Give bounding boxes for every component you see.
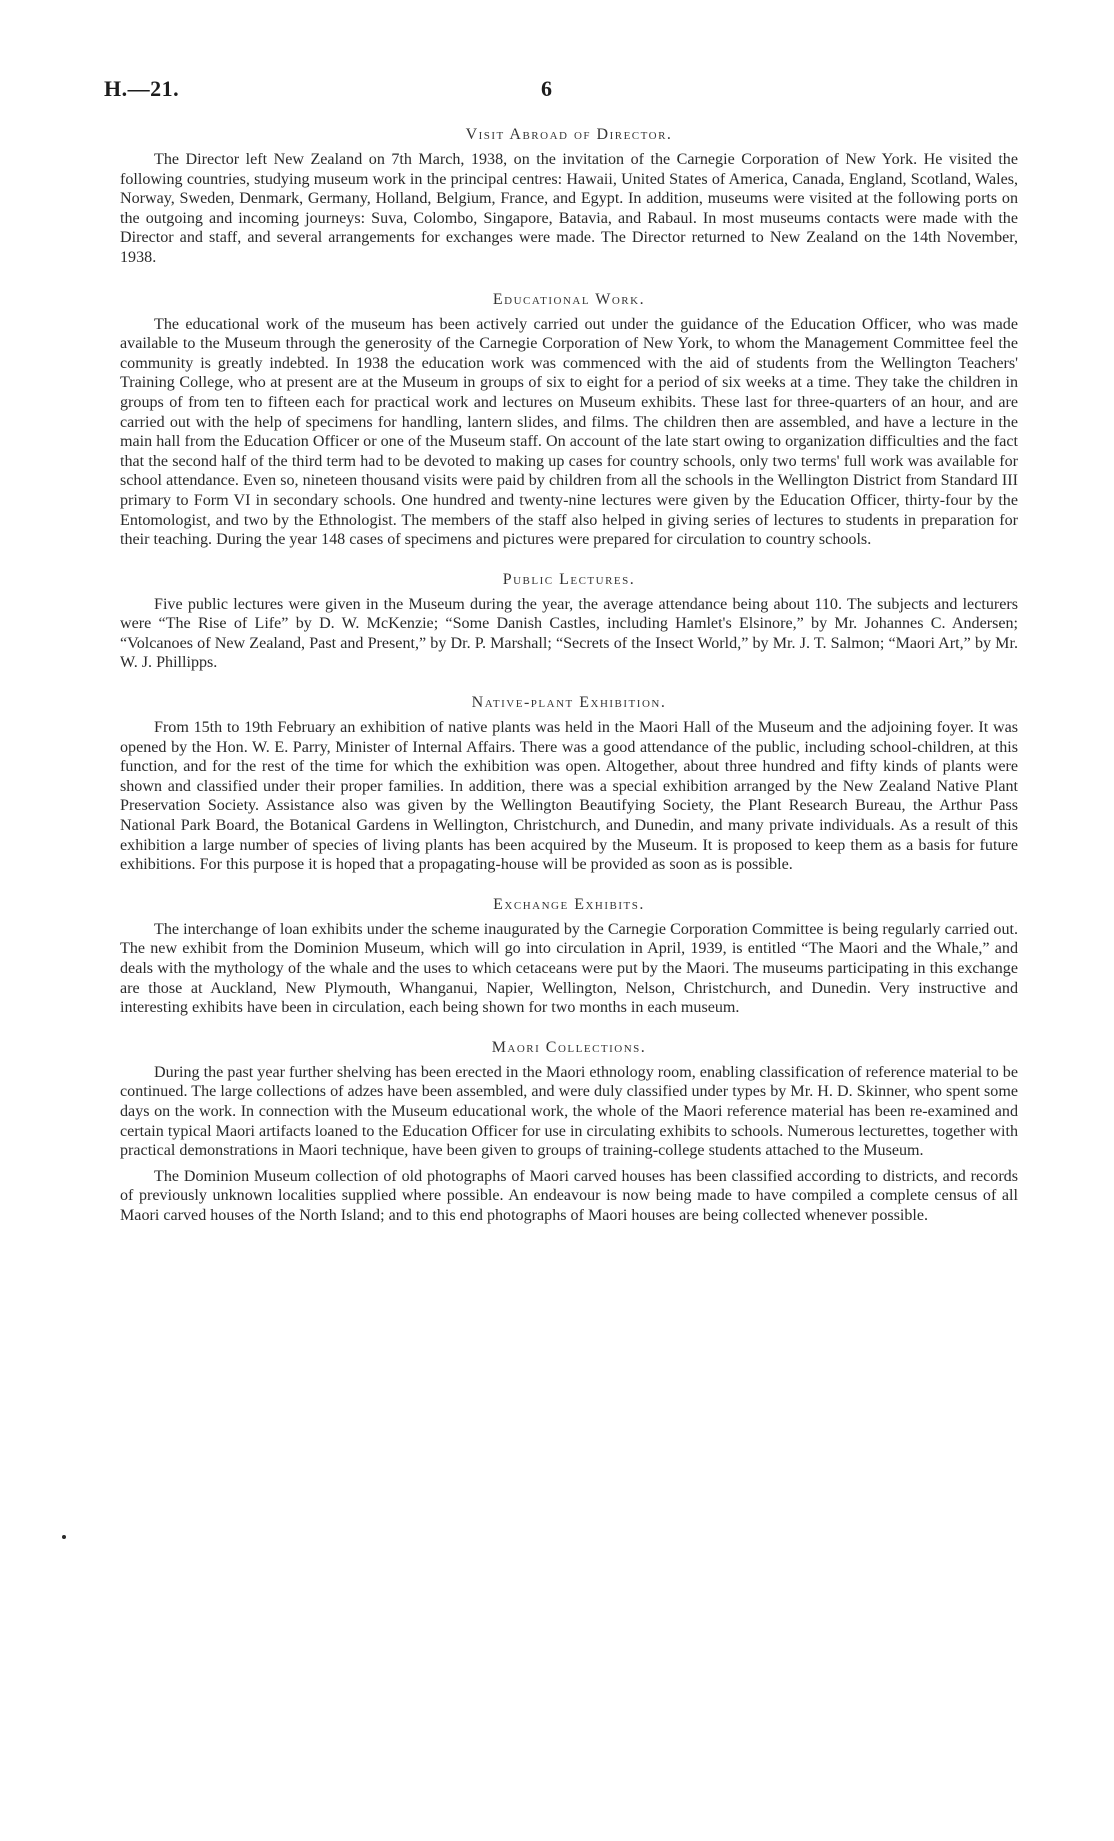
paragraph: The Director left New Zealand on 7th March, 1938, on the invitation of the Carnegie Corporation of New York. He visited the following countries, studying museum work in the principal centres: Hawaii, United States of America, Canada, England, Scotland, Wales, Norway, Sweden, Denmark, Germany, Holland, Belgium, France, and Egypt. In addition, museums were visited at the following ports on the outgoing and incoming journeys: Suva, Colombo, Singapore, Batavia, and Rabaul. In most museums contacts were made with the Director and staff, and several arrangements for exchanges were made. The Director returned to New Zealand on the 14th November, 1938. xyxy=(120,151,1018,266)
section-heading: Exchange Exhibits. xyxy=(493,895,645,913)
section-heading: Public Lectures. xyxy=(502,570,636,588)
section-native-plant-exhibition xyxy=(120,694,1018,875)
section-visit-abroad xyxy=(120,126,1018,268)
page-number: 6 xyxy=(541,76,552,101)
section-heading: Maori Collections. xyxy=(491,1038,647,1056)
paragraph: The educational work of the museum has been actively carried out under the guidance of the Education Officer, who was made available to the Museum through the generosity of the Carnegie Corporation of New York, to whom the Management Committee feel the community is greatly indebted. In 1938 the education work was commenced with the aid of students from the Wellington Teachers' Training College, who at present are at the Museum in groups of six to eight for a period of six weeks at a time. They take the children in groups of from ten to fifteen each for practical work and lectures on Museum exhibits. These last for three-quarters of an hour, and are carried out with the help of specimens for handling, lantern slides, and films. The children then are assembled, and have a lecture in the main hall from the Education Officer or one of the Museum staff. On account of the late start owing to organization difficulties and the fact that the second half of the third term had to be devoted to making up cases for country schools, only two terms' full work was available for school attendance. Even so, nineteen thousand visits were paid by children from all the schools in the Wellington District from Standard III primary to Form VI in secondary schools. One hundred and twenty-nine lectures were given by the Education Officer, thirty-four by the Entomologist, and two by the Ethnologist. The members of the staff also helped in giving series of lectures to students in preparation for their teaching. During the year 148 cases of specimens and pictures were prepared for circulation to country schools. xyxy=(120,315,1018,549)
section-educational-work xyxy=(120,291,1018,550)
section-maori-collections xyxy=(120,1039,1018,1226)
document-reference: H.—21. xyxy=(104,76,180,101)
section-heading: Visit Abroad of Director. xyxy=(465,126,673,143)
section-public-lectures xyxy=(120,571,1018,673)
section-exchange-exhibits xyxy=(120,896,1018,1018)
paragraph: From 15th to 19th February an exhibition of native plants was held in the Maori Hall of the Museum and the adjoining foyer. It was opened by the Hon. W. E. Parry, Minister of Internal Affairs. There was a good attendance of the public, including school-children, at this function, and for the rest of the time for which the exhibition was open. Altogether, about three hundred and fifty kinds of plants were shown and classified under their proper families. In addition, there was a special exhibition arranged by the New Zealand Native Plant Preservation Society. Assistance also was given by the Wellington Beautifying Society, the Plant Research Bureau, the Arthur Pass National Park Board, the Botanical Gardens in Wellington, Christchurch, and Dunedin, and many private individuals. As a result of this exhibition a large number of species of living plants has been acquired by the Museum. It is proposed to keep them as a basis for future exhibitions. For this purpose it is hoped that a propagating-house will be provided as soon as is possible. xyxy=(120,719,1018,874)
margin-mark xyxy=(62,1535,66,1539)
body-column xyxy=(120,126,1018,1247)
section-heading: Educational Work. xyxy=(492,290,646,308)
section-heading: Native-plant Exhibition. xyxy=(471,694,667,712)
paragraph: The Dominion Museum collection of old photographs of Maori carved houses has been classified according to districts, and records of previously unknown localities supplied where possible. An endeavour is now being made to have compiled a complete census of all Maori carved houses of the North Island; and to this end photographs of Maori houses are being collected whenever possible. xyxy=(120,1167,1018,1224)
paragraph: During the past year further shelving has been erected in the Maori ethnology room, enabling classification of reference material to be continued. The large collections of adzes have been assembled, and were duly classified under types by Mr. H. D. Skinner, who spent some days on the work. In connection with the Museum educational work, the whole of the Maori reference material has been re-examined and certain typical Maori artifacts loaned to the Education Officer for use in circulating exhibits to schools. Numerous lecturettes, together with practical demonstrations in Maori technique, have been given to groups of training-college students attached to the Museum. xyxy=(120,1063,1018,1160)
paragraph: Five public lectures were given in the Museum during the year, the average attendance being about 110. The subjects and lecturers were “The Rise of Life” by D. W. McKenzie; “Some Danish Castles, including Hamlet's Elsinore,” by Mr. Johannes C. Andersen; “Volcanoes of New Zealand, Past and Present,” by Dr. P. Marshall; “Secrets of the Insect World,” by Mr. J. T. Salmon; “Maori Art,” by Mr. W. J. Phillipps. xyxy=(120,595,1018,672)
paragraph: The interchange of loan exhibits under the scheme inaugurated by the Carnegie Corporation Committee is being regularly carried out. The new exhibit from the Dominion Museum, which will go into circulation in April, 1939, is entitled “The Maori and the Whale,” and deals with the mythology of the whale and the uses to which cetaceans were put by the Maori. The museums participating in this exchange are those at Auckland, New Plymouth, Whanganui, Napier, Wellington, Nelson, Christchurch, and Dunedin. Very instructive and interesting exhibits have been in circulation, each being shown for two months in each museum. xyxy=(120,920,1018,1017)
